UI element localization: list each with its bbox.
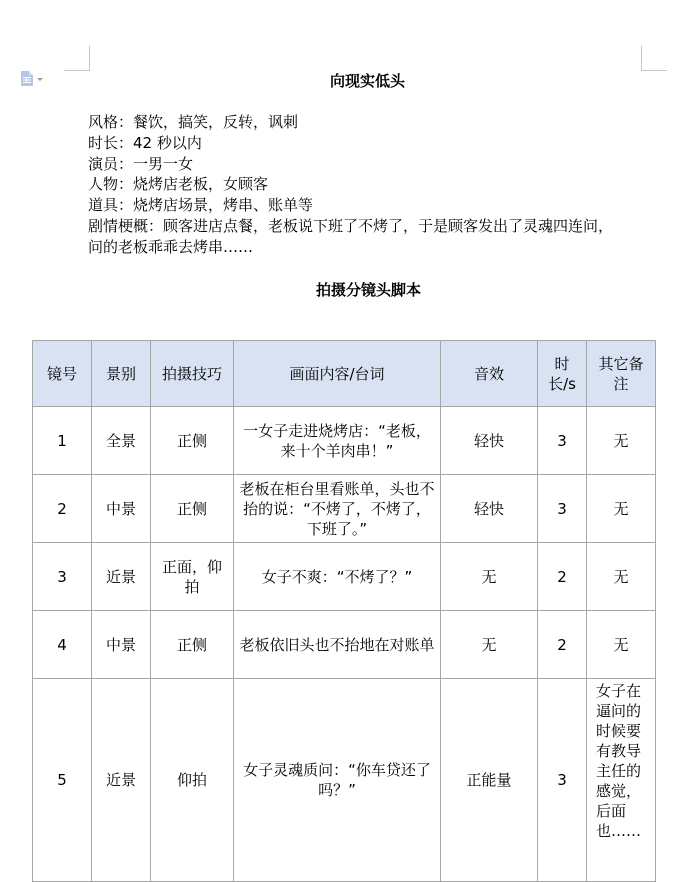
cell-shot-size: 全景 (92, 407, 151, 475)
cell-shot-number: 1 (33, 407, 92, 475)
cell-content: 女子灵魂质问：“你车贷还了吗？” (234, 679, 441, 882)
table-row (33, 611, 656, 679)
cell-notes: 无 (587, 543, 656, 611)
cell-technique: 正侧 (151, 475, 234, 543)
info-synopsis-continued: 问的老板乖乖去烤串…… (88, 237, 254, 256)
cell-shot-number: 3 (33, 543, 92, 611)
header-duration: 时长/s (538, 341, 587, 407)
cell-duration: 3 (538, 679, 587, 882)
header-content: 画面内容/台词 (234, 341, 441, 407)
cell-notes: 女子在逼问的时候要有教导主任的感觉，后面也…… (587, 679, 656, 882)
cell-notes: 无 (587, 407, 656, 475)
cell-duration: 2 (538, 543, 587, 611)
table-header-row (33, 341, 656, 407)
cell-technique: 正侧 (151, 611, 234, 679)
header-shot-size: 景别 (92, 341, 151, 407)
info-synopsis: 剧情梗概：顾客进店点餐，老板说下班了不烤了，于是顾客发出了灵魂四连问， (88, 216, 614, 235)
document-title: 向现实低头 (329, 72, 405, 90)
cell-shot-size: 近景 (92, 679, 151, 882)
cell-shot-size: 中景 (92, 475, 151, 543)
cell-sound: 轻快 (441, 407, 538, 475)
cell-shot-size: 中景 (92, 611, 151, 679)
cell-content: 女子不爽：“不烤了？” (234, 543, 441, 611)
storyboard-table (32, 340, 656, 882)
table-row (33, 407, 656, 475)
page-corner-mark-top-left (64, 46, 90, 71)
cell-duration: 3 (538, 407, 587, 475)
cell-technique: 仰拍 (151, 679, 234, 882)
cell-shot-number: 5 (33, 679, 92, 882)
info-characters: 人物：烧烤店老板，女顾客 (88, 175, 269, 194)
cell-sound: 轻快 (441, 475, 538, 543)
section-title: 拍摄分镜头脚本 (315, 281, 421, 299)
cell-sound: 无 (441, 611, 538, 679)
cell-shot-size: 近景 (92, 543, 151, 611)
cell-duration: 2 (538, 611, 587, 679)
info-props: 道具：烧烤店场景，烤串、账单等 (88, 196, 314, 215)
info-style: 风格：餐饮，搞笑，反转，讽刺 (88, 113, 299, 131)
cell-sound: 正能量 (441, 679, 538, 882)
table-row (33, 679, 656, 882)
cell-shot-number: 2 (33, 475, 92, 543)
cell-notes: 无 (587, 475, 656, 543)
header-notes: 其它备注 (587, 341, 656, 407)
cell-content: 老板依旧头也不抬地在对账单 (234, 611, 441, 679)
cell-technique: 正面，仰拍 (151, 543, 234, 611)
script-info (88, 112, 648, 258)
header-shot-number: 镜号 (33, 341, 92, 407)
cell-sound: 无 (441, 543, 538, 611)
cell-shot-number: 4 (33, 611, 92, 679)
cell-content: 一女子走进烧烤店：“老板，来十个羊肉串！” (234, 407, 441, 475)
info-duration: 时长：42 秒以内 (88, 133, 202, 152)
cell-content: 老板在柜台里看账单，头也不抬的说：“不烤了，不烤了，下班了。” (234, 475, 441, 543)
header-sound: 音效 (441, 341, 538, 407)
header-technique: 拍摄技巧 (151, 341, 234, 407)
info-actors: 演员：一男一女 (88, 154, 194, 173)
cell-technique: 正侧 (151, 407, 234, 475)
table-row (33, 475, 656, 543)
cell-duration: 3 (538, 475, 587, 543)
table-row (33, 543, 656, 611)
cell-notes: 无 (587, 611, 656, 679)
page-corner-mark-top-right (641, 46, 667, 71)
